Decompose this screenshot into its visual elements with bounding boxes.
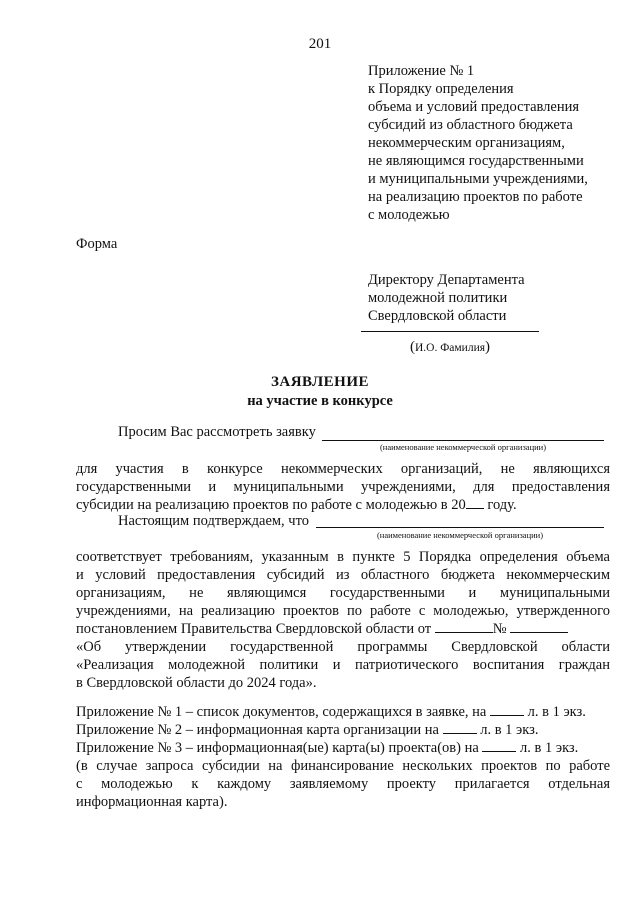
addressee (368, 271, 525, 325)
confirm-organization-caption: (наименование некоммерческой организации) (376, 530, 544, 540)
page-number: 201 (308, 36, 332, 52)
attachment-note: (в случае запроса субсидии на финансирование нескольких проектов по работе (76, 758, 610, 774)
organization-name-field[interactable] (322, 440, 604, 441)
annex-line: Приложение № 1 (368, 63, 475, 79)
attachment-1-pages-field[interactable] (490, 703, 524, 716)
document-subtitle: на участие в конкурсе (247, 393, 393, 409)
confirm-line: соответствует требованиям, указанным в пункте 5 Порядка определения объема (76, 549, 610, 565)
organization-name-caption: (наименование некоммерческой организации) (379, 442, 547, 452)
attachment-3: Приложение № 3 – информационная(ые) карта(ы) проекта(ов) на л. в 1 экз. (76, 740, 579, 756)
annex-line: и муниципальными учреждениями, (368, 171, 588, 187)
attachment-2-pages-field[interactable] (443, 721, 477, 734)
confirm-decree-line: постановлением Правительства Свердловской области от № (76, 620, 610, 638)
signature-name-field[interactable] (361, 331, 539, 332)
confirm-lead: Настоящим подтверждаем, что (118, 513, 309, 529)
decree-number-field[interactable] (510, 620, 568, 633)
confirm-line: в Свердловской области до 2024 года». (76, 675, 317, 691)
attachment-note: с молодежью к каждому заявляемому проекту прилагается отдельная (76, 776, 610, 792)
annex-line: не являющимся государственными (368, 153, 584, 169)
addressee-line: Свердловской области (368, 308, 507, 324)
annex-line: к Порядку определения (368, 81, 514, 97)
annex-line: на реализацию проектов по работе (368, 189, 583, 205)
document-title: ЗАЯВЛЕНИЕ (270, 374, 370, 390)
addressee-line: Директору Департамента (368, 272, 525, 288)
confirm-line: организациям, не являющимся государственными и муниципальными (76, 585, 610, 601)
attachment-2: Приложение № 2 – информационная карта организации на л. в 1 экз. (76, 722, 539, 738)
request-year-line: субсидии на реализацию проектов по работе с молодежью в 20 году. (76, 497, 517, 513)
attachment-1: Приложение № 1 – список документов, содержащихся в заявке, на л. в 1 экз. (76, 704, 586, 720)
attachment-3-pages-field[interactable] (482, 739, 516, 752)
annex-header (368, 62, 588, 224)
confirm-line: «Об утверждении государственной программы Свердловской области (76, 639, 610, 655)
year-field[interactable] (466, 496, 484, 509)
addressee-line: молодежной политики (368, 290, 508, 306)
request-line: государственными и муниципальными учреждениями, для предоставления (76, 479, 610, 495)
decree-date-field[interactable] (435, 620, 493, 633)
annex-line: объема и условий предоставления (368, 99, 580, 115)
attachment-note: информационная карта). (76, 794, 228, 810)
annex-line: субсидий из областного бюджета (368, 117, 573, 133)
signature-caption: (И.О. Фамилия) (409, 339, 491, 355)
annex-line: с молодежью (368, 207, 450, 223)
annex-line: некоммерческим организациям, (368, 135, 565, 151)
form-label: Форма (76, 236, 118, 252)
request-line: для участия в конкурсе некоммерческих организаций, не являющихся (76, 461, 610, 477)
request-lead: Просим Вас рассмотреть заявку (118, 424, 316, 440)
confirm-line: «Реализация молодежной политики и патриотического воспитания граждан (76, 657, 610, 673)
confirm-organization-field[interactable] (316, 527, 604, 528)
confirm-line: учреждениями, на реализацию проектов по работе с молодежью, утвержденного (76, 603, 610, 619)
confirm-line: и условий предоставления субсидий из областного бюджета некоммерческим (76, 567, 610, 583)
